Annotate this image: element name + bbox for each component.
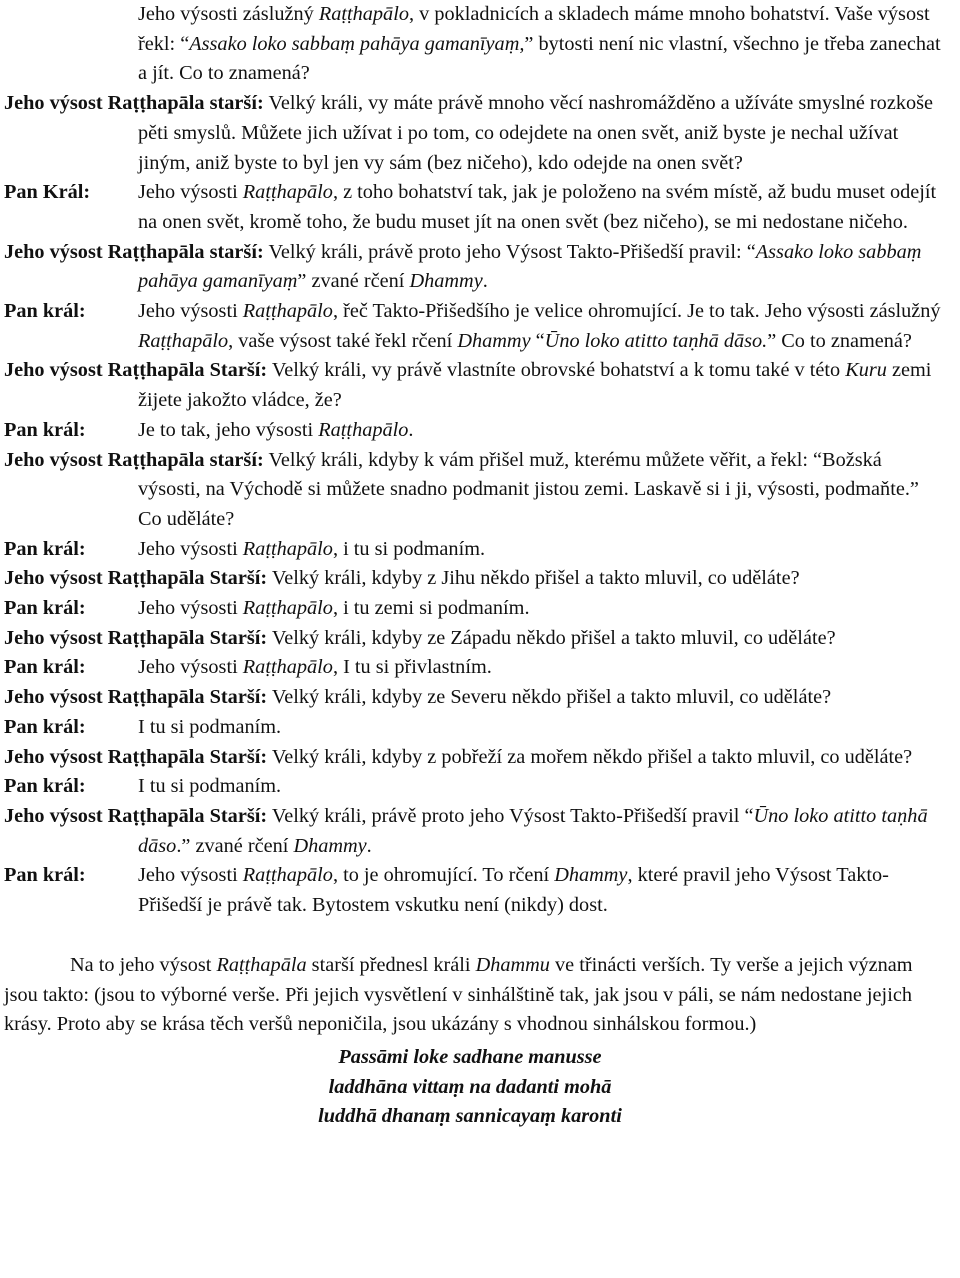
dialogue-entry (0, 446, 960, 535)
entry-text (138, 416, 960, 446)
speaker-label: Jeho výsost Raṭṭhapāla Starší: (4, 745, 268, 768)
speaker-label: Pan král: (4, 300, 86, 323)
dialogue-entry (0, 772, 960, 802)
text-run: Na to jeho výsost (70, 953, 217, 976)
entry-text (272, 686, 831, 708)
dialogue-entry (0, 743, 960, 773)
text-run: Jeho výsosti (138, 656, 243, 679)
text-run: Velký králi, kdyby z Jihu někdo přišel a takto mluvil, co uděláte? (271, 567, 800, 590)
dialogue-entry (0, 802, 960, 861)
italic-term: Raṭṭhapālo (138, 329, 229, 352)
text-run: Jeho výsosti (138, 300, 243, 323)
text-run: ve třinácti verších. Ty verše a jejich význam jsou takto: (jsou to výborné verše. Při jejich vysvětlení v sinhálštině tak, jak jsou v páli, se nám nedostane jejich krásy. Proto aby se krása těch veršů neponičila, jsou ukázány s vhodnou sinhálskou formou.) (4, 953, 913, 1036)
entry-text (272, 567, 800, 589)
speaker-label: Jeho výsost Raṭṭhapāla Starší: (4, 626, 268, 649)
speaker-label: Pan král: (4, 864, 86, 887)
text-run: . (366, 834, 372, 857)
italic-term: Raṭṭhapālo (242, 300, 333, 323)
dialogue-entry (0, 356, 960, 415)
speaker-label: Jeho výsost Raṭṭhapāla Starší: (4, 567, 268, 590)
entry-text (138, 178, 960, 237)
text-run: , které pravil jeho Výsost Takto-Přišedší je právě tak. Bytostem vskutku není (nikdy) dost. (138, 864, 889, 917)
dialogue-entry (0, 89, 960, 178)
entry-text (138, 594, 960, 624)
dialogue-entry (0, 683, 960, 713)
text-run: Velký králi, právě proto jeho Výsost Takto-Přišedší pravil “ (271, 804, 754, 827)
narration-paragraph (0, 951, 960, 1040)
speaker-label: Jeho výsost Raṭṭhapāla Starší: (4, 804, 268, 827)
text-run: Velký králi, kdyby z pobřeží za mořem někdo přišel a takto mluvil, co uděláte? (271, 745, 913, 768)
italic-term: Ūno loko atitto taṇhā dāso. (544, 329, 768, 352)
dialogue-entry (0, 713, 960, 743)
text-run: Je to tak, jeho výsosti (138, 418, 319, 441)
dialogue-entry (0, 416, 960, 446)
entry-text (138, 772, 960, 802)
speaker-label: Jeho výsost Raṭṭhapāla starší: (4, 240, 264, 263)
verse-line: Passāmi loke sadhane manusse (338, 1045, 602, 1068)
dialogue-entry (0, 0, 960, 89)
speaker-label: Pan král: (4, 775, 86, 798)
text-run: , vaše výsost také řekl rčení (228, 329, 458, 352)
italic-term: Assako loko sabbaṃ pahāya gamanīyaṃ, (189, 32, 525, 55)
text-run: Velký králi, vy právě vlastníte obrovské bohatství a k tomu také v této (271, 359, 846, 382)
speaker-label: Pan král: (4, 537, 86, 560)
italic-term: Raṭṭhapālo (242, 537, 333, 560)
italic-term: Dhammy (409, 270, 483, 293)
entry-text (138, 297, 960, 356)
italic-term: Dhammy (457, 329, 531, 352)
speaker-label: Jeho výsost Raṭṭhapāla Starší: (4, 686, 268, 709)
text-run: Velký králi, kdyby k vám přišel muž, kterému můžete věřit, a řekl: “Božská výsosti, na Východě si můžete snadno podmanit jistou zemi. Laskavě si i ji, výsosti, podmaňte.” Co uděláte? (138, 448, 919, 530)
dialogue-entry (0, 624, 960, 654)
entry-text (138, 713, 960, 743)
text-run: ” bytosti není nic vlastní, všechno je třeba zanechat a jít. Co to znamená? (138, 32, 941, 85)
text-run: Velký králi, kdyby ze Západu někdo přišel a takto mluvil, co uděláte? (271, 626, 836, 649)
entry-text (272, 746, 912, 768)
italic-term: Raṭṭhapālo (318, 3, 409, 25)
entry-text (138, 535, 960, 565)
speaker-label: Jeho výsost Raṭṭhapāla starší: (4, 92, 264, 115)
italic-term: Dhammy (554, 864, 628, 887)
dialogue-entry (0, 564, 960, 594)
italic-term: Kuru (845, 359, 887, 382)
text-run: I tu si podmaním. (138, 775, 282, 798)
italic-term: Raṭṭhapālo (242, 181, 333, 204)
text-run: starší přednesl králi (306, 953, 476, 976)
text-run: I tu si podmaním. (138, 715, 282, 738)
italic-term: Raṭṭhapālo (242, 597, 333, 620)
italic-term: Raṭṭhapālo (242, 656, 333, 679)
verse-line: luddhā dhanaṃ sannicayaṃ karonti (318, 1105, 622, 1128)
text-run: zemi žijete jakožto vládce, že? (138, 359, 932, 412)
text-run: , i tu zemi si podmaním. (332, 597, 530, 620)
dialogue-entry (0, 178, 960, 237)
italic-term: Raṭṭhapāla (216, 953, 307, 976)
text-run: , řeč Takto-Přišedšího je velice ohromující. Je to tak. Jeho výsosti záslužný (332, 300, 941, 323)
text-run: , I tu si přivlastním. (332, 656, 492, 679)
text-run: Velký králi, kdyby ze Severu někdo přišel a takto mluvil, co uděláte? (271, 686, 832, 709)
speaker-label: Jeho výsost Raṭṭhapāla starší: (4, 448, 264, 471)
italic-term: Raṭṭhapālo (242, 864, 333, 887)
text-run: , v pokladnicích a skladech máme mnoho bohatství. Vaše výsost řekl: “ (138, 3, 930, 55)
verse-line: laddhāna vittaṃ na dadanti mohā (328, 1075, 612, 1098)
dialogue-entry (0, 861, 960, 920)
italic-term: Dhammu (475, 953, 550, 976)
text-run: , to je ohromující. To rčení (332, 864, 555, 887)
dialogue-entry (0, 535, 960, 565)
text-run: Jeho výsosti (138, 181, 243, 204)
text-run: Jeho výsosti záslužný (138, 3, 319, 25)
text-run: Jeho výsosti (138, 597, 243, 620)
entry-text (138, 653, 960, 683)
speaker-label: Jeho výsost Raṭṭhapāla Starší: (4, 359, 268, 382)
speaker-label: Pan král: (4, 418, 86, 441)
dialogue-entry (0, 297, 960, 356)
text-run: ” zvané rčení (297, 270, 410, 293)
text-run: Jeho výsosti (138, 537, 243, 560)
text-run: Jeho výsosti (138, 864, 243, 887)
italic-term: Assako loko sabbaṃ pahāya gamanīyaṃ (138, 240, 922, 293)
text-run: . (408, 418, 414, 441)
entry-text (272, 627, 836, 649)
text-run: .” zvané rčení (176, 834, 294, 857)
italic-term: Ūno loko atitto taṇhā dāso (138, 804, 928, 857)
italic-term: Dhammy (293, 834, 367, 857)
text-run: , z toho bohatství tak, jak je položeno na svém místě, až budu muset odejít na onen svět, kromě toho, že budu muset jít na onen svět (bez ničeho), se mi nedostane ničeho. (138, 181, 937, 233)
speaker-label: Pan Král: (4, 181, 91, 204)
text-run: Velký králi, vy máte právě mnoho věcí nashromážděno a užíváte smyslné rozkoše pěti smyslů. Můžete jich užívat i po tom, co odejdete na onen svět, aniž byste je nechal užívat jiným, aniž byste to byl jen vy sám (bez ničeho), kdo odejde na onen svět? (138, 92, 933, 174)
text-run: . (482, 270, 488, 293)
speaker-label: Pan král: (4, 656, 86, 679)
dialogue-entry (0, 594, 960, 624)
speaker-label: Pan král: (4, 597, 86, 620)
text-run: ” Co to znamená? (767, 329, 912, 352)
dialogue-entry (0, 653, 960, 683)
speaker-label: Pan král: (4, 715, 86, 738)
text-run: Velký králi, právě proto jeho Výsost Takto-Přišedší pravil: “ (268, 240, 756, 263)
italic-term: Raṭṭhapālo (318, 418, 409, 441)
text-run: “ (530, 329, 545, 352)
entry-text (138, 861, 960, 920)
text-run: , i tu si podmaním. (332, 537, 486, 560)
entry-text (138, 0, 946, 89)
dialogue-entry (0, 238, 960, 297)
verse-block (0, 1043, 960, 1132)
